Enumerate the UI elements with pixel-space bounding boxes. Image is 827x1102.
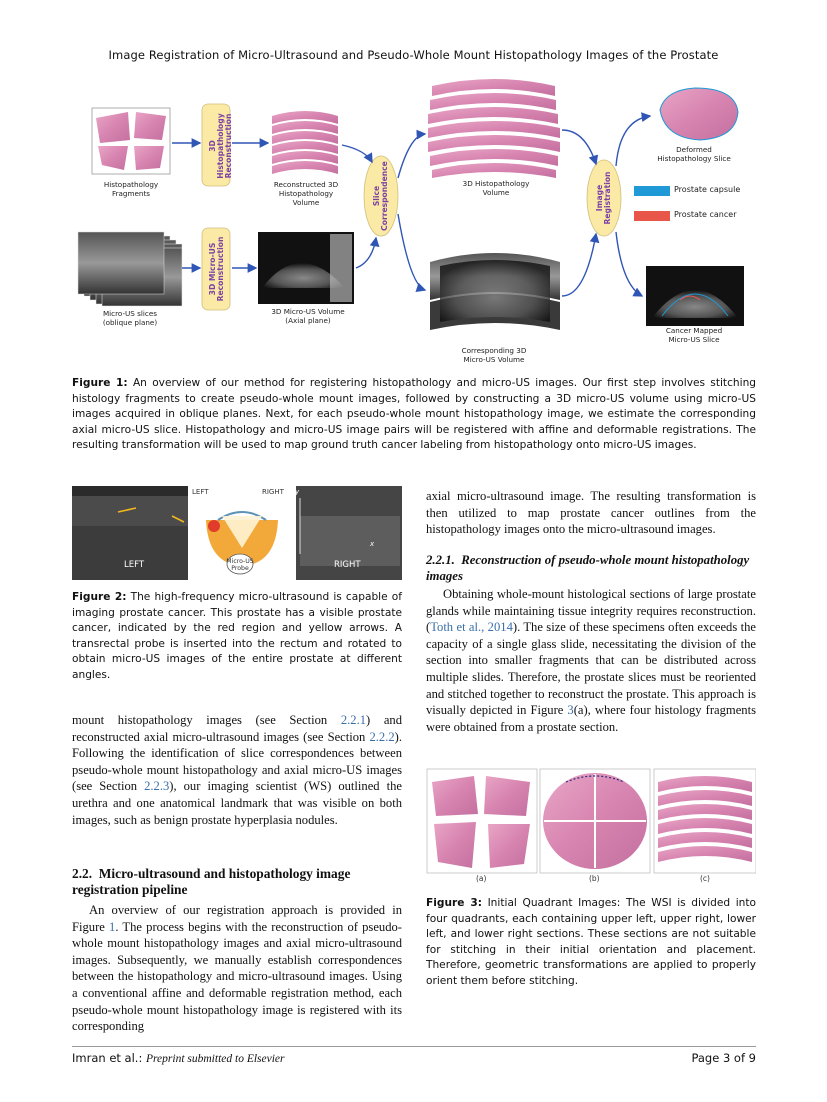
label-histo-fragments: Histopathology Fragments: [103, 180, 159, 198]
histo-volume-image: [428, 79, 560, 178]
left-paragraph-1: mount histopathology images (see Section 2.2.1) and reconstructed axial micro-ultrasound images (see Section 2.2.2). Following the identification of slice correspondences between pseudo-whole mount histopathology and axial micro-US images (see Section 2.2.3), our imaging scientist (WS) outlined the urethra and one anatomical landmark that was visible on both images, such as benign prostate hyperplasia nodules.: [72, 713, 403, 827]
footer-venue: Preprint submitted to Elsevier: [145, 1053, 285, 1065]
fig2-left-image-label: LEFT: [124, 560, 145, 570]
section-ref-2-2-3[interactable]: 2.2.3: [144, 779, 170, 794]
fig2-left-direction: LEFT: [192, 488, 209, 496]
fig3-panel-b-label: (b): [589, 874, 600, 883]
figure-ref-3[interactable]: 3: [567, 703, 574, 718]
label-corr-mus-volume: Corresponding 3D Micro-US Volume: [461, 346, 527, 364]
legend-cancer-label: Prostate cancer: [674, 210, 737, 219]
histo-recon-label: 3D Histopathology Reconstruction: [208, 113, 233, 179]
cancer-swatch: [634, 211, 670, 221]
footer-authors: Imran et al.:: [72, 1051, 146, 1065]
fig2-x-axis-label: x: [370, 540, 375, 548]
figure-1-caption: [72, 376, 756, 454]
left-paragraph-2: An overview of our registration approach is provided in Figure 1. The process begins with the reconstruction of pseudo-whole mount histopathology images and axial micro-ultrasound images. Subsequently, we manually establish correspondences between the histopathology and micro-ultrasound images. Using a conventional affine and deformable registration method, each pseudo-whole mount histopathology image is registered with its corresponding: [72, 903, 402, 1034]
section-ref-2-2-2[interactable]: 2.2.2: [369, 729, 395, 744]
label-mapped-slice: Cancer Mapped Micro-US Slice: [665, 326, 723, 344]
figure-1-caption-text: An overview of our method for registering histopathology and micro-US images. Our first step involves stitching histology fragments to create pseudo-whole mount images, followed by constructing a 3D micro-US volume using micro-US images acquired in oblique planes. Next, for each pseudo-whole mount histopathology image, we estimate the corresponding axial micro-US slice. Histopathology and micro-US image pairs will be registered with affine and deformable registrations. The resulting transformation will be used to map ground truth cancer labeling from histopathology onto micro-US images.: [72, 377, 757, 452]
figure-1: [0, 0, 827, 370]
figure-3-caption: [426, 896, 756, 990]
section-ref-2-2-1[interactable]: 2.2.1: [340, 713, 367, 727]
citation-toth-2014[interactable]: Toth et al., 2014: [430, 620, 513, 635]
corr-mus-volume-image: [430, 253, 560, 330]
slice-corr-label: Slice Correspondence: [372, 161, 389, 231]
label-mus-slices: Micro-US slices (oblique plane): [102, 309, 158, 327]
label-histo-volume: 3D Histopathology Volume: [462, 179, 530, 197]
fig3-panel-a-label: (a): [476, 874, 487, 883]
page-number: Page 3 of 9: [691, 1051, 756, 1065]
right-paragraph-1: Obtaining whole-mount histological sections of large prostate glands while maintaining tissue integrity requires reconstruction. (Toth et al., 2014). The size of these specimens often exceeds the capacity of a single glass slide, necessitating the division of the section into smaller fragments that can be distributed across multiple slides. Therefore, the prostate slices must be reoriented and stitched together to reconstruct the prostate. This approach is visually depicted in Figure 3(a), where four histology fragments were obtained from a prostate section.: [426, 587, 757, 734]
label-recon-volume: Reconstructed 3D Histopathology Volume: [273, 180, 339, 207]
legend-capsule-label: Prostate capsule: [674, 185, 741, 194]
figure-1-caption-label: Figure 1:: [72, 377, 128, 389]
figure-3-caption-text: Initial Quadrant Images: The WSI is divided into four quadrants, each containing upper left, upper right, lower left, and lower right sections. These sections are not suitable for stitching in their initial orientation and placement. Therefore, geometric transformations are applied to properly orient them before stitching.: [426, 897, 757, 987]
running-title: Image Registration of Micro-Ultrasound and Pseudo-Whole Mount Histopathology Images of the Prostate: [108, 48, 719, 62]
figure-ref-1[interactable]: 1: [109, 919, 116, 934]
label-mus-volume: 3D Micro-US Volume (Axial plane): [271, 307, 345, 325]
figure-2-caption-label: Figure 2:: [72, 591, 127, 603]
figure-2-caption: [72, 590, 402, 684]
figure-3: [426, 768, 756, 886]
histo-fragments-image: [92, 108, 170, 174]
fig2-y-axis-label: y: [295, 488, 300, 496]
mus-slices-image: [78, 232, 182, 306]
figure-2: [72, 486, 402, 580]
image-reg-label: Image Registration: [595, 171, 612, 225]
mapped-slice-image: [646, 266, 744, 326]
fig2-right-image-label: RIGHT: [334, 560, 361, 570]
mus-volume-image: [258, 232, 354, 304]
footer-rule: [72, 1046, 756, 1047]
figure-3-caption-label: Figure 3:: [426, 897, 482, 909]
capsule-swatch: [634, 186, 670, 196]
fig3-panel-c-label: (c): [700, 874, 710, 883]
label-deformed-slice: Deformed Histopathology Slice: [657, 145, 731, 163]
recon-histo-volume-image: [272, 111, 338, 174]
right-paragraph-0: axial micro-ultrasound image. The resulting transformation is then utilized to map prostate cancer outlines from the histopathology images onto the micro-ultrasound images.: [426, 489, 756, 537]
figure-2-caption-text: The high-frequency micro-ultrasound is capable of imaging prostate cancer. This prostate has a visible prostate cancer, indicated by the red region and yellow arrows. A transrectal probe is inserted into the rectum and rotated to obtain micro-US images of the entire prostate at different angles.: [72, 591, 402, 681]
subsection-heading-2-2-1: 2.2.1. Reconstruction of pseudo-whole mount histopathology images: [426, 553, 750, 583]
footer-left: [72, 1051, 285, 1065]
fig2-probe-label: Micro-US Probe: [226, 558, 254, 572]
figure-3-image: [426, 768, 756, 886]
section-heading-2-2: 2.2. Micro-ultrasound and histopathology image registration pipeline: [72, 866, 351, 897]
deformed-slice-image: [654, 86, 740, 146]
flow-arrows: [172, 116, 650, 296]
fig2-right-direction: RIGHT: [262, 488, 284, 496]
mus-recon-label: 3D Micro-US Reconstruction: [208, 236, 225, 302]
